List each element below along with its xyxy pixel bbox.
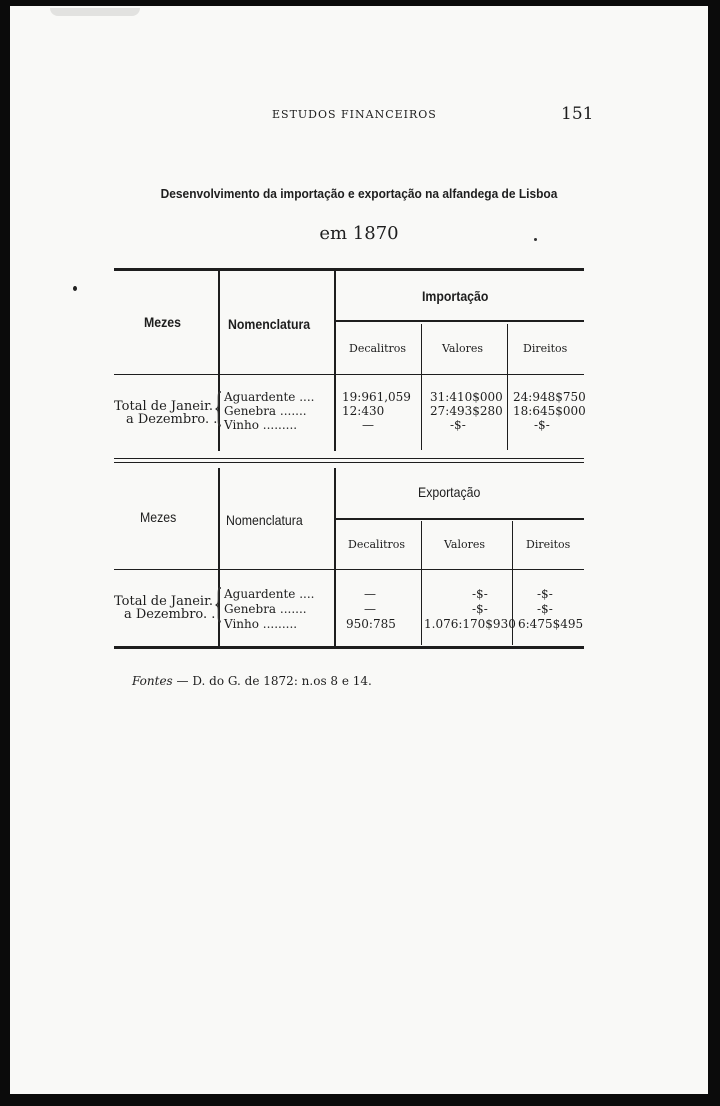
period-line-2: a Dezembro. .	[126, 412, 218, 427]
footnote-text: — D. do G. de 1872: n.os 8 e 14.	[172, 674, 372, 688]
cell-direitos: -$-	[537, 602, 553, 616]
col-mezes: Mezes	[144, 314, 181, 330]
separator-rule	[114, 462, 584, 463]
table-year: em 1870	[319, 223, 399, 244]
rule	[114, 268, 584, 271]
col-valores: Valores	[442, 342, 484, 355]
brace: {	[214, 581, 223, 625]
cell-decalitros: 19:961,059	[342, 390, 411, 404]
ink-speck	[73, 286, 77, 291]
rule	[114, 569, 584, 570]
document-page	[10, 6, 708, 1094]
rule	[336, 518, 584, 520]
col-mezes: Mezes	[140, 509, 177, 525]
cell-direitos: -$-	[537, 587, 553, 601]
cell-valores: -$-	[450, 418, 466, 432]
cell-decalitros: —	[364, 587, 376, 601]
cell-direitos: 24:948$750	[513, 390, 586, 404]
cell-valores: 1.076:170$930	[424, 617, 516, 631]
group-exportacao: Exportação	[418, 484, 481, 500]
brace: {	[214, 385, 223, 429]
cell-direitos: -$-	[534, 418, 550, 432]
rule	[114, 374, 584, 375]
table-title: Desenvolvimento da importação e exportação na alfandega de Lisboa	[160, 186, 558, 201]
rule	[421, 324, 422, 450]
col-nomenclatura: Nomenclatura	[228, 316, 311, 332]
sources-footnote	[132, 674, 372, 688]
running-title: ESTUDOS FINANCEIROS	[272, 108, 437, 121]
col-valores: Valores	[444, 538, 486, 551]
item-name: Vinho .........	[224, 617, 298, 631]
separator-rule	[114, 458, 584, 459]
rule	[114, 646, 584, 649]
item-name: Vinho .........	[224, 418, 298, 432]
period-line-1: Total de Janeir.	[114, 594, 214, 609]
col-decalitros: Decalitros	[348, 538, 406, 551]
period-line-1: Total de Janeir.	[114, 399, 214, 414]
stray-dot	[534, 238, 537, 241]
cell-decalitros: 12:430	[342, 404, 385, 418]
item-name: Genebra .......	[224, 602, 307, 616]
cell-decalitros: —	[362, 418, 374, 432]
cell-valores: 27:493$280	[430, 404, 503, 418]
cell-valores: -$-	[472, 602, 488, 616]
cell-valores: 31:410$000	[430, 390, 503, 404]
cell-direitos: 18:645$000	[513, 404, 586, 418]
rule	[421, 521, 422, 645]
rule	[336, 320, 584, 322]
item-name: Aguardente ....	[224, 587, 315, 601]
rule	[334, 271, 336, 451]
cell-decalitros: 950:785	[346, 617, 396, 631]
col-direitos: Direitos	[523, 342, 568, 355]
footnote-label: Fontes	[132, 674, 173, 688]
col-decalitros: Decalitros	[349, 342, 407, 355]
page-header	[10, 104, 708, 126]
period-line-2: a Dezembro. .	[124, 607, 216, 622]
cell-decalitros: —	[364, 602, 376, 616]
rule	[507, 324, 508, 450]
rule	[334, 468, 336, 646]
col-direitos: Direitos	[526, 538, 571, 551]
item-name: Genebra .......	[224, 404, 307, 418]
item-name: Aguardente ....	[224, 390, 315, 404]
page-number: 151	[561, 104, 594, 124]
col-nomenclatura: Nomenclatura	[226, 512, 303, 528]
group-importacao: Importação	[422, 288, 489, 304]
cell-valores: -$-	[472, 587, 488, 601]
cell-direitos: 6:475$495	[518, 617, 584, 631]
